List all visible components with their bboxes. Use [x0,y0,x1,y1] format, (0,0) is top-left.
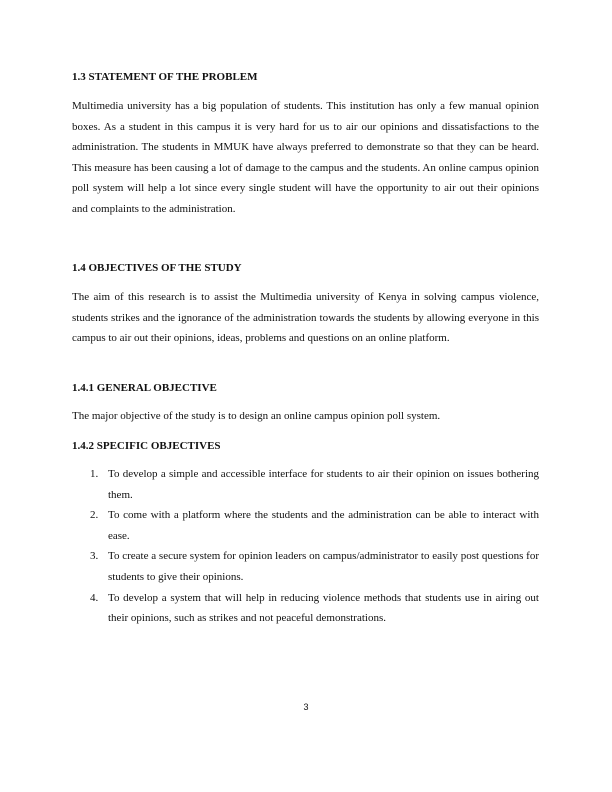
heading-objectives: 1.4 OBJECTIVES OF THE STUDY [72,262,242,274]
list-item [72,588,539,629]
list-item [72,546,539,587]
list-text: To create a secure system for opinion leaders on campus/administrator to easily post questions for students to give their opinions. [108,550,539,583]
list-number: 2. [90,509,99,522]
objectives-text: The aim of this research is to assist the Multimedia university of Kenya in solving campus violence, students strikes and the ignorance of the administration towards the students by allowing everyone in this campus to air out their opinions, ideas, problems and questions on an online platform. [72,291,539,345]
statement-text: Multimedia university has a big population of students. This institution has only a few manual opinion boxes. As a student in this campus it is very hard for us to air our opinions and dissatisfactions to the administration. The students in MMUK have always preferred to demonstrate so that they can be heard. This measure has been causing a lot of damage to the campus and the students. An online campus opinion poll system will help a lot since every single student will have the opportunity to air out their opinions and complaints to the administration. [72,100,539,215]
list-number: 4. [90,591,99,604]
list-item [72,505,539,546]
list-text: To come with a platform where the students and the administration can be able to interact with ease. [108,509,539,542]
objectives-paragraph [72,287,539,349]
list-number: 3. [90,550,99,563]
page-number: 3 [303,702,309,712]
heading-statement-of-problem: 1.3 STATEMENT OF THE PROBLEM [72,71,258,83]
heading-specific-objectives: 1.4.2 SPECIFIC OBJECTIVES [72,440,221,452]
list-item [72,464,539,505]
general-objective-paragraph [72,406,539,427]
list-number: 1. [90,468,99,480]
list-text: To develop a system that will help in reducing violence methods that students use in airing out their opinions, such as strikes and not peaceful demonstrations. [108,591,539,625]
general-objective-text: The major objective of the study is to design an online campus opinion poll system. [72,410,441,422]
list-text: To develop a simple and accessible interface for students to air their opinion on issues bothering them. [108,468,539,501]
specific-objectives-list [72,464,539,629]
statement-paragraph [72,96,539,220]
heading-general-objective: 1.4.1 GENERAL OBJECTIVE [72,382,217,394]
